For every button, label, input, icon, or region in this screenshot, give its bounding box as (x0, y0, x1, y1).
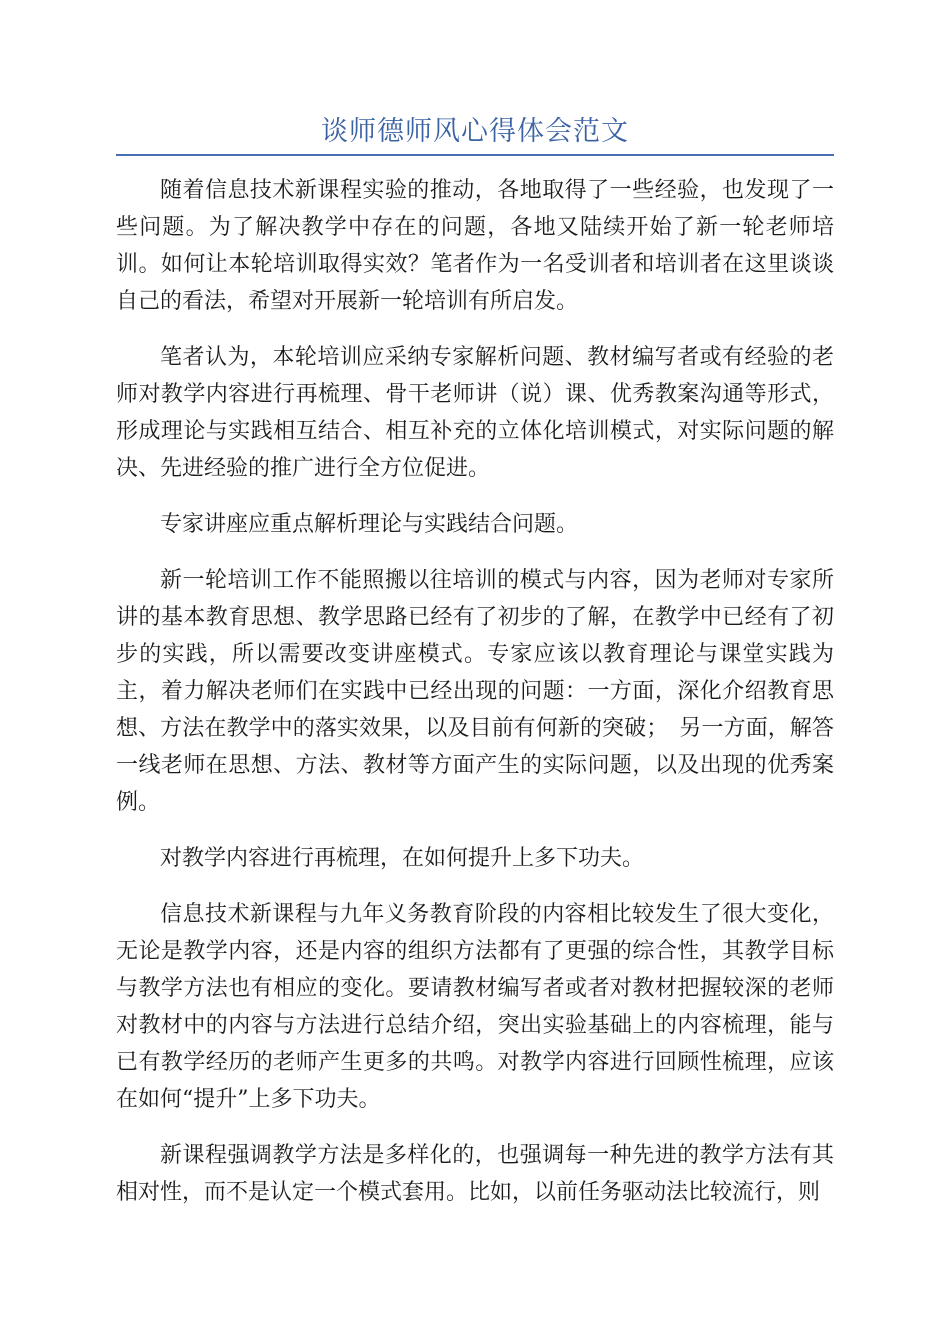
page-title: 谈师德师风心得体会范文 (321, 116, 629, 147)
paragraph-6: 信息技术新课程与九年义务教育阶段的内容相比较发生了很大变化，无论是教学内容，还是内容的组织方法都有了更强的综合性，其教学目标与教学方法也有相应的变化。要请教材编写者或者对教材把握较深的老师对教材中的内容与方法进行总结介绍，突出实验基础上的内容梳理，能与已有教学经历的老师产生更多的共鸣。对教学内容进行回顾性梳理，应该在如何“提升”上多下功夫。 (116, 902, 834, 1112)
paragraph-5: 对教学内容进行再梳理，在如何提升上多下功夫。 (160, 846, 645, 871)
paragraph-4: 新一轮培训工作不能照搬以往培训的模式与内容，因为老师对专家所讲的基本教育思想、教学思路已经有了初步的了解，在教学中已经有了初步的实践，所以需要改变讲座模式。专家应该以教育理论与课堂实践为主，着力解决老师们在实践中已经出现的问题：一方面，深化介绍教育思想、方法在教学中的落实效果，以及目前有何新的突破； 另一方面，解答一线老师在思想、方法、教材等方面产生的实际问题，以及出现的优秀案例。 (116, 568, 834, 815)
paragraph-7: 新课程强调教学方法是多样化的，也强调每一种先进的教学方法有其相对性，而不是认定一个模式套用。比如，以前任务驱动法比较流行，则 (116, 1143, 834, 1205)
paragraph-1: 随着信息技术新课程实验的推动，各地取得了一些经验，也发现了一些问题。为了解决教学中存在的问题，各地又陆续开始了新一轮老师培训。如何让本轮培训取得实效？笔者作为一名受训者和培训者在这里谈谈自己的看法，希望对开展新一轮培训有所启发。 (116, 178, 834, 314)
document-body (116, 172, 834, 1230)
paragraph-2: 笔者认为，本轮培训应采纳专家解析问题、教材编写者或有经验的老师对教学内容进行再梳理、骨干老师讲（说）课、优秀教案沟通等形式，形成理论与实践相互结合、相互补充的立体化培训模式，对实际问题的解决、先进经验的推广进行全方位促进。 (116, 345, 834, 481)
paragraph-3: 专家讲座应重点解析理论与实践结合问题。 (160, 512, 579, 537)
title-underline (116, 154, 834, 156)
